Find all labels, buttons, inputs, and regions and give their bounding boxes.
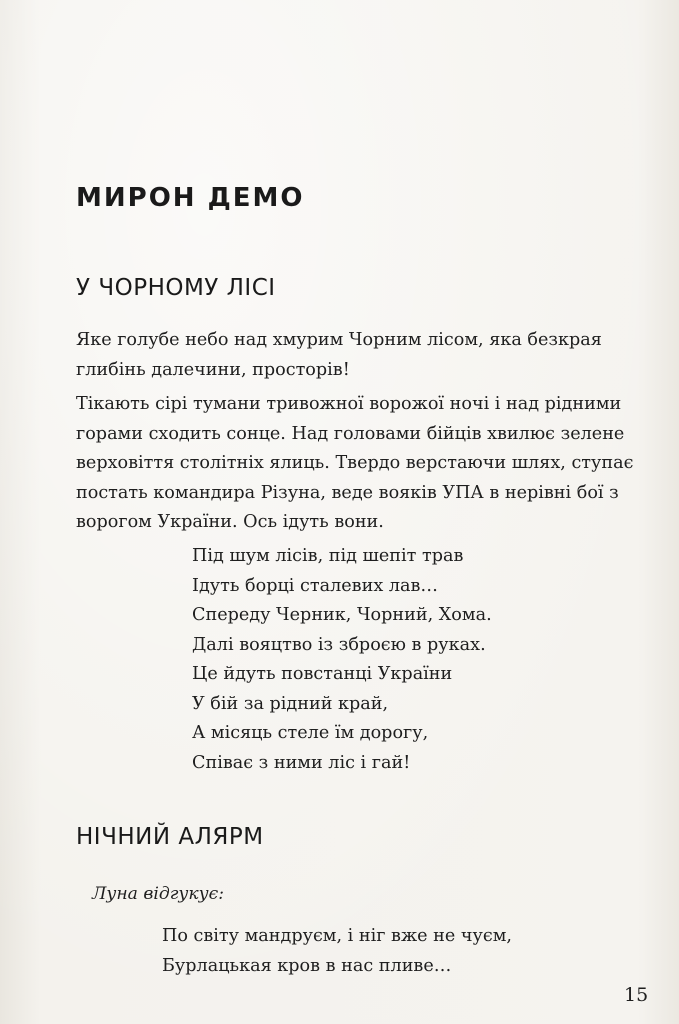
poem-line: Спереду Черник, Чорний, Хома. bbox=[192, 605, 492, 625]
author-name: МИРОН ДЕМО bbox=[76, 183, 305, 213]
poem-line: А місяць стеле їм дорогу, bbox=[192, 723, 429, 743]
poem-line: Бурлацькая кров в нас пливе… bbox=[162, 955, 452, 976]
paragraph-2: Тікають сірі тумани тривожної ворожої ночі і над рідними горами сходить сонце. Над головами бійців хвилює зелене верховіття столітніх ялиць. Твердо верстаючи шлях, ступає постать командира Різуна, веде вояків УПА в нерівні бої з ворогом України. Ось ідуть вони. bbox=[76, 394, 634, 532]
poem-line: По світу мандруєм, і ніг вже не чуєм, bbox=[162, 926, 512, 946]
section-title-chornyi-lis: У ЧОРНОМУ ЛІСІ bbox=[76, 275, 276, 301]
poem-line: Ідуть борці сталевих лав… bbox=[192, 575, 438, 596]
poem-line: Далі вояцтво із зброєю в руках. bbox=[192, 634, 486, 655]
paragraph-1: Яке голубе небо над хмурим Чорним лісом, яка безкрая глибінь далечини, просторів! bbox=[76, 330, 602, 380]
poem-verse-2 bbox=[162, 922, 512, 981]
poem-line: Співає з ними ліс і гай! bbox=[192, 752, 411, 773]
poem-line: У бій за рідний край, bbox=[192, 693, 389, 714]
poem-verse bbox=[192, 542, 492, 778]
poem-intro: Луна відгукує: bbox=[92, 884, 225, 904]
section-title-nichnyi-aliarm: НІЧНИЙ АЛЯРМ bbox=[76, 824, 264, 850]
poem-line: Це йдуть повстанці України bbox=[192, 664, 453, 684]
page-number: 15 bbox=[624, 984, 649, 1006]
poem-line: Під шум лісів, під шепіт трав bbox=[192, 546, 464, 566]
